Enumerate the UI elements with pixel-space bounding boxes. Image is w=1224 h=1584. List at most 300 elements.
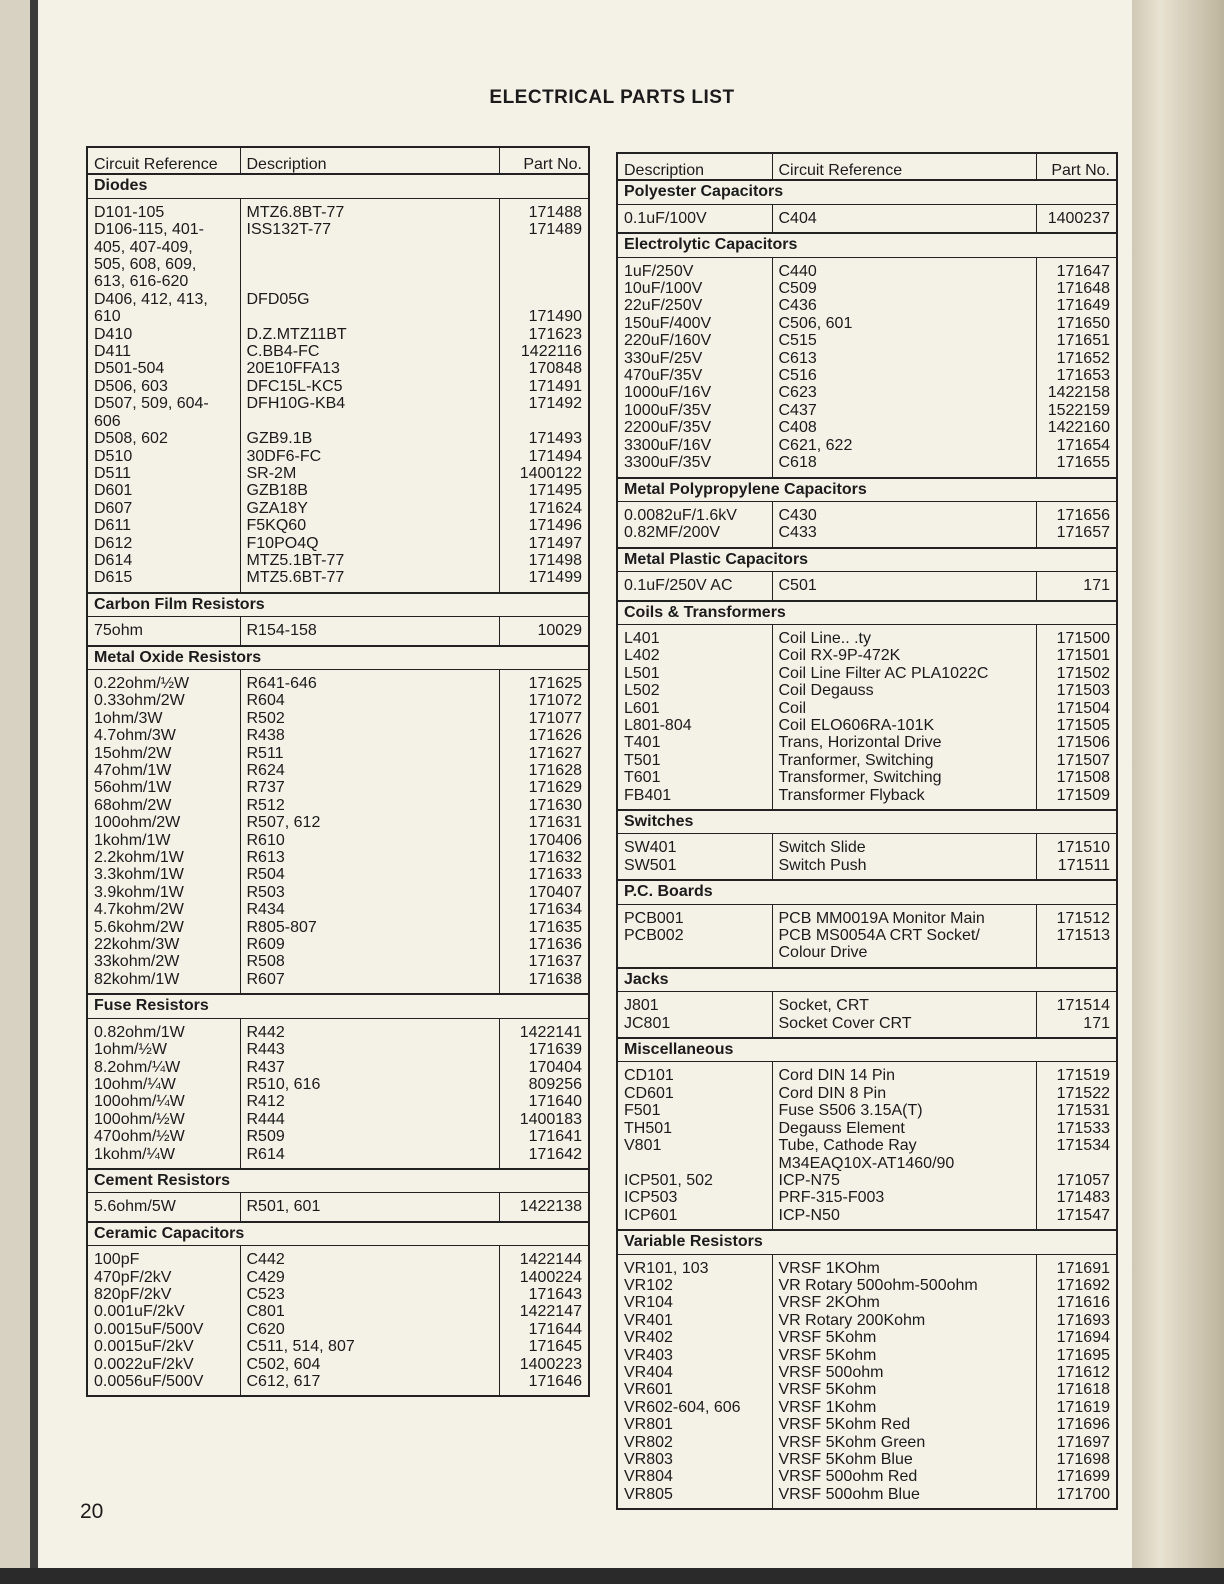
- cell-col1: 150uF/400V: [624, 314, 712, 332]
- cell-col1: VR104: [624, 1294, 673, 1312]
- table-row: [87, 378, 589, 395]
- table-row: [617, 1468, 1117, 1485]
- cell-col1: L402: [624, 647, 660, 665]
- cell-part-no: 1400122: [499, 465, 589, 482]
- table-row: [617, 1172, 1117, 1189]
- cell-col1: 100ohm/½W: [94, 1110, 185, 1128]
- table-row: [617, 787, 1117, 804]
- cell-col2: R641-646: [240, 675, 499, 692]
- cell-col2: D.Z.MTZ11BT: [240, 326, 499, 343]
- table-row: [617, 1085, 1117, 1102]
- cell-col1: SW501: [624, 856, 677, 874]
- section-header-row: [617, 180, 1117, 204]
- cell-part-no: 171507: [1036, 752, 1117, 769]
- cell-col1: D511: [94, 464, 132, 482]
- table-row: [617, 630, 1117, 647]
- cell-col2: R805-807: [240, 919, 499, 936]
- cell-col2: R444: [240, 1111, 499, 1128]
- cell-part-no: 171519: [1036, 1067, 1117, 1084]
- cell-col2: VRSF 5Kohm: [772, 1381, 1036, 1398]
- cell-col1: ICP503: [624, 1189, 678, 1207]
- cell-col1: D411: [94, 343, 132, 361]
- cell-col1: CD101: [624, 1067, 674, 1085]
- cell-col2: C506, 601: [772, 315, 1036, 332]
- table-row: [617, 997, 1117, 1014]
- cell-part-no: 170407: [499, 884, 589, 901]
- section-header-row: [617, 1230, 1117, 1254]
- cell-col1: 33kohm/2W: [94, 953, 180, 971]
- cell-col1: 1kohm/1W: [94, 831, 171, 849]
- cell-col2: VRSF 1KOhm: [772, 1260, 1036, 1277]
- cell-col1: VR601: [624, 1381, 673, 1399]
- cell-col1: FB401: [624, 786, 672, 804]
- cell-part-no: 171626: [499, 727, 589, 744]
- cell-part-no: 171488: [499, 204, 589, 221]
- cell-part-no: 171493: [499, 430, 589, 447]
- cell-col2: ICP-N75: [772, 1172, 1036, 1189]
- cell-part-no: 171533: [1036, 1120, 1117, 1137]
- cell-part-no: 171072: [499, 692, 589, 709]
- cell-part-no: 171692: [1036, 1277, 1117, 1294]
- cell-part-no: 171640: [499, 1093, 589, 1110]
- cell-part-no: 171648: [1036, 280, 1117, 297]
- table-row: [617, 507, 1117, 524]
- cell-col2: PRF-315-F003: [772, 1189, 1036, 1206]
- section-title: Coils & Transformers: [617, 601, 1117, 625]
- cell-col2: MTZ5.6BT-77: [240, 569, 499, 586]
- cell-part-no: 171514: [1036, 997, 1117, 1014]
- cell-part-no: 171633: [499, 866, 589, 883]
- table-row: [617, 384, 1117, 401]
- cell-col1: TH501: [624, 1119, 673, 1137]
- cell-col1: 15ohm/2W: [94, 744, 172, 762]
- cell-col2: VRSF 500ohm: [772, 1364, 1036, 1381]
- table-row: [87, 1303, 589, 1320]
- cell-col2: VR Rotary 500ohm-500ohm: [772, 1277, 1036, 1294]
- cell-part-no: 171495: [499, 482, 589, 499]
- cell-col2: C442: [240, 1251, 499, 1268]
- cell-part-no: 171503: [1036, 682, 1117, 699]
- table-row: [87, 1024, 589, 1041]
- cell-col1: D614: [94, 551, 133, 569]
- cell-col2: C404: [772, 210, 1036, 227]
- cell-col2: ISS132T-77: [240, 221, 499, 291]
- cell-col2: Socket Cover CRT: [772, 1015, 1036, 1032]
- cell-col1: SW401: [624, 839, 677, 857]
- cell-part-no: 171502: [1036, 665, 1117, 682]
- cell-col1: J801: [624, 997, 659, 1015]
- cell-col2: 20E10FFA13: [240, 360, 499, 377]
- cell-col1: L801-804: [624, 716, 692, 734]
- cell-part-no: 171644: [499, 1321, 589, 1338]
- cell-col1: 0.1uF/100V: [624, 209, 707, 227]
- cell-part-no: 171637: [499, 953, 589, 970]
- cell-part-no: 171508: [1036, 769, 1117, 786]
- cell-col2: VRSF 5Kohm Red: [772, 1416, 1036, 1433]
- cell-part-no: 171656: [1036, 507, 1117, 524]
- cell-part-no: 171483: [1036, 1189, 1117, 1206]
- cell-col1: D611: [94, 517, 132, 535]
- cell-part-no: 171531: [1036, 1102, 1117, 1119]
- cell-part-no: 171522: [1036, 1085, 1117, 1102]
- cell-part-no: 171510: [1036, 839, 1117, 856]
- cell-col1: 820pF/2kV: [94, 1285, 172, 1303]
- cell-part-no: 171534: [1036, 1137, 1117, 1172]
- table-row: [617, 210, 1117, 227]
- cell-col2: R501, 601: [240, 1198, 499, 1215]
- cell-col2: R502: [240, 710, 499, 727]
- table-row: [87, 517, 589, 534]
- cell-part-no: 171625: [499, 675, 589, 692]
- table-row: [87, 1059, 589, 1076]
- cell-col2: R607: [240, 971, 499, 988]
- cell-part-no: 171624: [499, 500, 589, 517]
- cell-col1: 8.2ohm/¼W: [94, 1058, 181, 1076]
- cell-col1: 56ohm/1W: [94, 779, 172, 797]
- cell-col1: VR401: [624, 1311, 673, 1329]
- table-row: [617, 437, 1117, 454]
- section-header-row: [87, 593, 589, 617]
- table-row: [617, 647, 1117, 664]
- cell-col2: C436: [772, 297, 1036, 314]
- table-row: [87, 360, 589, 377]
- table-row: [87, 448, 589, 465]
- table-row: [87, 1093, 589, 1110]
- cell-col2: R443: [240, 1041, 499, 1058]
- cell-col2: C437: [772, 402, 1036, 419]
- table-row: [617, 839, 1117, 856]
- table-row: [617, 1399, 1117, 1416]
- cell-col1: 0.0015uF/500V: [94, 1320, 204, 1338]
- table-row: [617, 1207, 1117, 1224]
- table-row: [87, 552, 589, 569]
- cell-col1: 68ohm/2W: [94, 796, 172, 814]
- table-row: [87, 204, 589, 221]
- cell-col2: MTZ5.1BT-77: [240, 552, 499, 569]
- page-title: ELECTRICAL PARTS LIST: [489, 87, 735, 108]
- section-header-row: [87, 1222, 589, 1246]
- cell-col1: 47ohm/1W: [94, 762, 172, 779]
- cell-part-no: 1522159: [1036, 402, 1117, 419]
- section-title: Cement Resistors: [87, 1169, 589, 1193]
- cell-col1: VR102: [624, 1276, 673, 1294]
- cell-part-no: 171618: [1036, 1381, 1117, 1398]
- cell-col2: R154-158: [240, 622, 499, 639]
- cell-col2: DFH10G-KB4: [240, 395, 499, 430]
- cell-col1: PCB002: [624, 927, 684, 945]
- cell-part-no: 171698: [1036, 1451, 1117, 1468]
- cell-part-no: 171616: [1036, 1294, 1117, 1311]
- table-row: [87, 221, 589, 291]
- cell-part-no: 171506: [1036, 734, 1117, 751]
- cell-col1: 0.1uF/250V AC: [624, 577, 733, 595]
- cell-col2: C430: [772, 507, 1036, 524]
- cell-part-no: 171697: [1036, 1434, 1117, 1451]
- table-row: [617, 1015, 1117, 1032]
- cell-col1: D406, 412, 413, 610: [94, 290, 208, 326]
- page-number: 20: [80, 1500, 104, 1523]
- cell-col1: D501-504: [94, 360, 165, 378]
- cell-col2: C620: [240, 1321, 499, 1338]
- cell-col2: R509: [240, 1128, 499, 1145]
- cell-col2: R434: [240, 901, 499, 918]
- cell-part-no: 171496: [499, 517, 589, 534]
- cell-part-no: 171501: [1036, 647, 1117, 664]
- cell-col2: VR Rotary 200Kohm: [772, 1312, 1036, 1329]
- cell-col2: C509: [772, 280, 1036, 297]
- table-header-row: [617, 153, 1117, 180]
- cell-part-no: 171077: [499, 710, 589, 727]
- table-row: [617, 1381, 1117, 1398]
- table-row: [87, 727, 589, 744]
- cell-col1: 470uF/35V: [624, 367, 703, 385]
- table-row: [617, 1277, 1117, 1294]
- table-row: [87, 936, 589, 953]
- cell-col2: C511, 514, 807: [240, 1338, 499, 1355]
- table-row: [87, 797, 589, 814]
- cell-part-no: 171632: [499, 849, 589, 866]
- cell-col1: 470pF/2kV: [94, 1268, 172, 1286]
- cell-col2: R504: [240, 866, 499, 883]
- cell-col1: ICP601: [624, 1206, 678, 1224]
- cell-col2: VRSF 2KOhm: [772, 1294, 1036, 1311]
- cell-col1: VR802: [624, 1433, 673, 1451]
- cell-part-no: 171699: [1036, 1468, 1117, 1485]
- cell-col2: Degauss Element: [772, 1120, 1036, 1137]
- cell-part-no: 171650: [1036, 315, 1117, 332]
- cell-part-no: 171547: [1036, 1207, 1117, 1224]
- cell-col2: ICP-N50: [772, 1207, 1036, 1224]
- cell-col1: 75ohm: [94, 622, 143, 640]
- cell-part-no: 171629: [499, 779, 589, 796]
- header-description: Description: [617, 153, 772, 180]
- cell-col1: 3300uF/35V: [624, 454, 712, 472]
- cell-col1: 0.001uF/2kV: [94, 1303, 185, 1321]
- cell-part-no: 170848: [499, 360, 589, 377]
- section-header-row: [87, 174, 589, 198]
- table-row: [617, 350, 1117, 367]
- cell-col1: 1uF/250V: [624, 262, 694, 280]
- table-row: [87, 482, 589, 499]
- cell-col2: C.BB4-FC: [240, 343, 499, 360]
- cell-col1: 3300uF/16V: [624, 436, 712, 454]
- cell-part-no: 171695: [1036, 1347, 1117, 1364]
- table-row: [87, 326, 589, 343]
- cell-col2: Coil Line Filter AC PLA1022C: [772, 665, 1036, 682]
- cell-col2: R512: [240, 797, 499, 814]
- table-row: [87, 953, 589, 970]
- cell-part-no: 171630: [499, 797, 589, 814]
- cell-col2: Coil Line.. .ty: [772, 630, 1036, 647]
- cell-part-no: 171696: [1036, 1416, 1117, 1433]
- cell-col2: VRSF 5Kohm Green: [772, 1434, 1036, 1451]
- table-row: [617, 700, 1117, 717]
- table-row: [617, 910, 1117, 927]
- cell-part-no: 171505: [1036, 717, 1117, 734]
- header-circuit-reference: Circuit Reference: [772, 153, 1036, 180]
- table-row: [617, 1102, 1117, 1119]
- table-row: [617, 665, 1117, 682]
- cell-col2: R614: [240, 1146, 499, 1163]
- cell-part-no: 171627: [499, 745, 589, 762]
- section-title: Ceramic Capacitors: [87, 1222, 589, 1246]
- section-title: Jacks: [617, 968, 1117, 992]
- cell-part-no: 171511: [1036, 857, 1117, 874]
- header-part-no: Part No.: [1036, 153, 1117, 180]
- cell-col2: VRSF 500ohm Red: [772, 1468, 1036, 1485]
- cell-part-no: 171491: [499, 378, 589, 395]
- cell-col1: L502: [624, 682, 660, 700]
- table-row: [617, 367, 1117, 384]
- cell-col2: PCB MS0054A CRT Socket/ Colour Drive: [772, 927, 1036, 962]
- cell-col1: D615: [94, 569, 133, 587]
- table-row: [87, 1269, 589, 1286]
- cell-col2: C613: [772, 350, 1036, 367]
- header-description: Description: [240, 147, 499, 174]
- cell-part-no: 171628: [499, 762, 589, 779]
- cell-col1: D506, 603: [94, 377, 168, 395]
- cell-col2: DFC15L-KC5: [240, 378, 499, 395]
- cell-col1: D101-105: [94, 203, 165, 221]
- cell-col1: 1kohm/¼W: [94, 1145, 175, 1163]
- cell-col2: R507, 612: [240, 814, 499, 831]
- header-circuit-reference: Circuit Reference: [87, 147, 240, 174]
- cell-part-no: 10029: [499, 622, 589, 639]
- cell-col1: 0.0056uF/500V: [94, 1373, 204, 1390]
- cell-col1: 100pF: [94, 1251, 140, 1269]
- cell-col1: VR805: [624, 1485, 673, 1503]
- table-row: [617, 1120, 1117, 1137]
- cell-part-no: 171623: [499, 326, 589, 343]
- cell-part-no: 1422158: [1036, 384, 1117, 401]
- cell-col1: D612: [94, 534, 133, 552]
- cell-col2: Fuse S506 3.15A(T): [772, 1102, 1036, 1119]
- cell-col2: R442: [240, 1024, 499, 1041]
- cell-part-no: 171489: [499, 221, 589, 291]
- cell-part-no: 171492: [499, 395, 589, 430]
- section-title: Polyester Capacitors: [617, 180, 1117, 204]
- section-title: Carbon Film Resistors: [87, 593, 589, 617]
- cell-part-no: 171513: [1036, 927, 1117, 962]
- cell-col2: VRSF 1Kohm: [772, 1399, 1036, 1416]
- table-row: [87, 291, 589, 326]
- cell-col1: 0.0082uF/1.6kV: [624, 506, 737, 524]
- table-row: [87, 971, 589, 988]
- cell-col1: VR404: [624, 1363, 673, 1381]
- cell-part-no: 171654: [1036, 437, 1117, 454]
- table-row: [87, 500, 589, 517]
- table-row: [87, 343, 589, 360]
- cell-col2: Socket, CRT: [772, 997, 1036, 1014]
- table-row: [87, 569, 589, 586]
- table-row: [87, 919, 589, 936]
- cell-col1: 470ohm/½W: [94, 1128, 185, 1146]
- table-row: [87, 745, 589, 762]
- cell-col1: 3.3kohm/1W: [94, 866, 184, 884]
- table-row: [87, 866, 589, 883]
- cell-col2: Trans, Horizontal Drive: [772, 734, 1036, 751]
- section-title: Miscellaneous: [617, 1038, 1117, 1062]
- cell-col2: C440: [772, 263, 1036, 280]
- scan-bottom-edge: [0, 1568, 1224, 1584]
- table-row: [87, 1338, 589, 1355]
- cell-part-no: 171: [1036, 577, 1117, 594]
- cell-col2: C408: [772, 419, 1036, 436]
- section-title: Metal Plastic Capacitors: [617, 548, 1117, 572]
- parts-table-right: [616, 152, 1118, 1510]
- cell-col1: 4.7ohm/3W: [94, 727, 176, 745]
- scan-left-edge: [30, 0, 38, 1584]
- cell-part-no: 171646: [499, 1373, 589, 1390]
- cell-col2: Cord DIN 14 Pin: [772, 1067, 1036, 1084]
- cell-col1: L401: [624, 629, 660, 647]
- cell-col2: Coil ELO606RA-101K: [772, 717, 1036, 734]
- cell-col1: VR602-604, 606: [624, 1398, 741, 1416]
- cell-part-no: 171651: [1036, 332, 1117, 349]
- table-row: [617, 1137, 1117, 1172]
- cell-col2: R624: [240, 762, 499, 779]
- cell-col2: GZB18B: [240, 482, 499, 499]
- table-row: [617, 1364, 1117, 1381]
- cell-col2: Transformer, Switching: [772, 769, 1036, 786]
- table-row: [87, 622, 589, 639]
- table-row: [617, 263, 1117, 280]
- cell-col1: VR101, 103: [624, 1259, 709, 1277]
- cell-part-no: 171645: [499, 1338, 589, 1355]
- cell-col1: 330uF/25V: [624, 349, 703, 367]
- cell-col1: D607: [94, 499, 133, 517]
- cell-col1: F501: [624, 1102, 661, 1120]
- cell-col2: R737: [240, 779, 499, 796]
- cell-col2: F10PO4Q: [240, 535, 499, 552]
- cell-part-no: 809256: [499, 1076, 589, 1093]
- cell-part-no: 171643: [499, 1286, 589, 1303]
- table-row: [617, 524, 1117, 541]
- table-row: [87, 1321, 589, 1338]
- cell-part-no: 171636: [499, 936, 589, 953]
- cell-part-no: 171639: [499, 1041, 589, 1058]
- cell-col2: F5KQ60: [240, 517, 499, 534]
- table-row: [617, 1416, 1117, 1433]
- cell-col2: C501: [772, 577, 1036, 594]
- cell-col2: Tube, Cathode Ray M34EAQ10X-AT1460/90: [772, 1137, 1036, 1172]
- cell-col1: 0.22ohm/½W: [94, 674, 190, 692]
- cell-col1: 100ohm/2W: [94, 814, 181, 832]
- cell-part-no: 171494: [499, 448, 589, 465]
- cell-col1: VR801: [624, 1416, 673, 1434]
- cell-col1: 0.82MF/200V: [624, 524, 721, 542]
- table-row: [617, 577, 1117, 594]
- cell-col2: C623: [772, 384, 1036, 401]
- cell-part-no: 171490: [499, 291, 589, 326]
- table-row: [87, 1286, 589, 1303]
- cell-col1: VR804: [624, 1468, 673, 1486]
- cell-part-no: 171657: [1036, 524, 1117, 541]
- cell-part-no: 1400237: [1036, 210, 1117, 227]
- cell-col1: VR403: [624, 1346, 673, 1364]
- cell-col2: R438: [240, 727, 499, 744]
- cell-col2: C502, 604: [240, 1356, 499, 1373]
- cell-col1: 10uF/100V: [624, 280, 703, 298]
- table-row: [617, 1451, 1117, 1468]
- cell-part-no: 171694: [1036, 1329, 1117, 1346]
- section-header-row: [87, 994, 589, 1018]
- cell-col2: R510, 616: [240, 1076, 499, 1093]
- cell-part-no: 1422144: [499, 1251, 589, 1268]
- cell-col2: C515: [772, 332, 1036, 349]
- cell-part-no: 1422160: [1036, 419, 1117, 436]
- table-row: [617, 419, 1117, 436]
